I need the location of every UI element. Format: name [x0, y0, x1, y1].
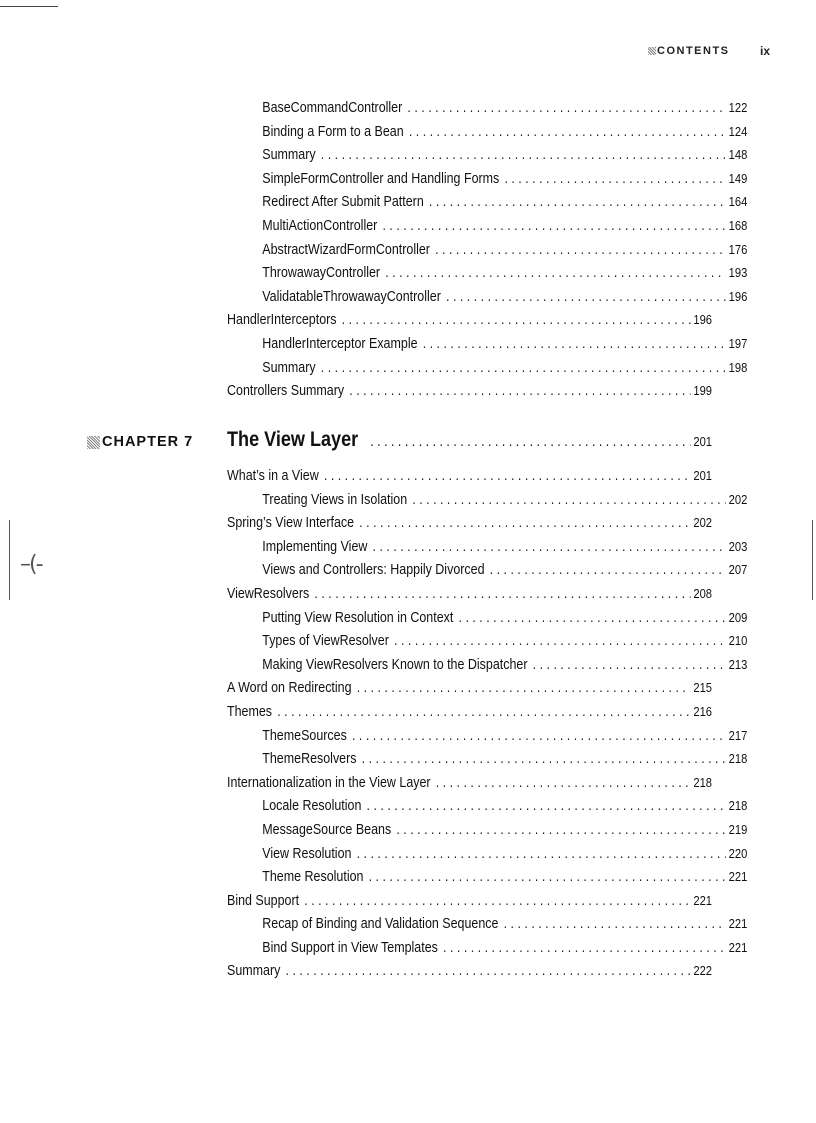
toc-entry	[227, 940, 747, 964]
running-head-text: CONTENTS	[657, 45, 730, 57]
toc-entry-title: HandlerInterceptor Example	[262, 335, 418, 352]
leader-dots	[533, 657, 726, 673]
toc-entry	[227, 171, 747, 195]
toc-entry-page: 196	[728, 288, 748, 304]
toc-entry-title: What’s in a View	[227, 468, 319, 484]
toc-entry-page: 219	[728, 821, 748, 837]
toc-entry-page: 202	[728, 491, 748, 507]
toc-entry-title: ThemeSources	[262, 727, 347, 744]
toc-entry	[227, 539, 747, 563]
toc-entry-page: 197	[728, 335, 748, 351]
toc-entry	[227, 147, 747, 171]
toc-entry-title: ValidatableThrowawayController	[262, 288, 441, 305]
leader-dots	[286, 963, 691, 979]
toc-entry-page: 202	[693, 515, 713, 531]
toc-entry-title: Internationalization in the View Layer	[227, 774, 431, 791]
toc-entry-page: 199	[693, 383, 713, 399]
leader-dots	[362, 751, 726, 767]
toc-entry-title: Bind Support in View Templates	[262, 939, 438, 956]
leader-dots	[359, 515, 691, 531]
leader-dots	[423, 336, 726, 352]
toc-entry-page: 149	[728, 170, 748, 186]
toc-section-before	[227, 100, 748, 407]
toc-entry	[227, 798, 747, 822]
leader-dots	[357, 680, 691, 696]
toc-entry-title: Treating Views in Isolation	[262, 491, 408, 508]
toc-entry	[227, 657, 747, 681]
toc-entry-title: Controllers Summary	[227, 383, 345, 400]
toc-entry-page: 221	[728, 939, 748, 955]
toc-entry-page: 221	[728, 916, 748, 932]
toc-entry-title: AbstractWizardFormController	[262, 241, 430, 258]
toc-entry	[227, 728, 747, 752]
toc-entry-title: A Word on Redirecting	[227, 680, 352, 697]
leader-dots	[314, 586, 690, 602]
toc-entry-title: Summary	[262, 147, 316, 164]
leader-dots	[504, 171, 726, 187]
leader-dots	[394, 633, 726, 649]
leader-dots	[435, 242, 726, 258]
leader-dots	[429, 194, 726, 210]
page-number: ix	[760, 44, 771, 58]
chapter-title: The View Layer	[227, 428, 359, 451]
toc-entry-page: 216	[693, 703, 713, 719]
toc-entry-title: Redirect After Submit Pattern	[262, 194, 424, 211]
running-head	[648, 45, 730, 57]
toc-entry-title: ThemeResolvers	[262, 751, 357, 768]
toc-entry-page: 196	[693, 312, 713, 328]
toc-entry	[227, 562, 747, 586]
leader-dots	[321, 360, 726, 376]
toc-entry-page: 222	[693, 963, 713, 979]
toc-entry	[227, 869, 747, 893]
toc-entry-title: ThrowawayController	[262, 265, 381, 282]
toc-entry-page: 198	[728, 359, 748, 375]
leader-dots	[504, 916, 726, 932]
leader-dots	[373, 539, 727, 555]
toc-entry	[227, 360, 747, 384]
toc-entry-page: 220	[728, 845, 748, 861]
toc-entry-page: 218	[728, 798, 748, 814]
toc-entry	[227, 124, 747, 148]
leader-dots	[407, 100, 726, 116]
toc-entry	[227, 468, 712, 492]
toc-entry	[227, 610, 747, 634]
toc-entry-title: Locale Resolution	[262, 798, 362, 815]
toc-entry	[227, 680, 712, 704]
toc-entry	[227, 586, 712, 610]
toc-entry-title: Themes	[227, 703, 273, 720]
toc-entry-page: 176	[728, 241, 748, 257]
chapter-label	[87, 434, 193, 450]
toc-entry-page: 203	[728, 538, 748, 554]
toc-entry-page: 221	[693, 892, 713, 908]
toc-entry-page: 210	[728, 633, 748, 649]
toc-entry-title: Views and Controllers: Happily Divorced	[262, 562, 485, 579]
toc-entry	[227, 963, 712, 987]
toc-entry	[227, 312, 712, 336]
toc-entry	[227, 265, 747, 289]
toc-entry	[227, 218, 747, 242]
toc-entry	[227, 289, 747, 313]
toc-entry	[227, 383, 712, 407]
toc-entry	[227, 515, 712, 539]
toc-entry-title: Bind Support	[227, 892, 300, 909]
toc-entry-title: Recap of Binding and Validation Sequence	[262, 916, 499, 933]
leader-dots	[349, 383, 691, 399]
toc-entry-page: 218	[728, 751, 748, 767]
leader-dots	[459, 610, 727, 626]
toc-entry-page: 218	[693, 774, 713, 790]
chapter-label-text: CHAPTER 7	[102, 434, 194, 450]
toc-entry-page: 122	[728, 100, 748, 115]
toc-entry	[227, 775, 712, 799]
toc-entry-title: View Resolution	[262, 845, 352, 862]
toc-entry-title: ViewResolvers	[227, 585, 310, 602]
toc-entry-page: 148	[728, 147, 748, 163]
leader-dots	[396, 822, 726, 838]
chapter-page: 201	[693, 434, 713, 449]
leader-dots	[436, 775, 691, 791]
toc-entry	[227, 194, 747, 218]
leader-dots	[321, 147, 726, 163]
toc-entry-title: MessageSource Beans	[262, 821, 392, 838]
toc-entry	[227, 100, 747, 124]
toc-entry-title: Binding a Form to a Bean	[262, 123, 404, 140]
leader-dots	[382, 218, 726, 234]
toc-entry-title: SimpleFormController and Handling Forms	[262, 170, 500, 187]
toc-entry-page: 201	[693, 468, 713, 483]
leader-dots	[443, 940, 726, 956]
toc-entry-title: Summary	[227, 963, 281, 980]
leader-dots	[304, 893, 691, 909]
registration-mark-right	[808, 520, 816, 604]
toc-entry-title: MultiActionController	[262, 217, 378, 234]
leader-dots	[412, 492, 726, 508]
toc-entry	[227, 822, 747, 846]
leader-dots	[490, 562, 726, 578]
leader-dots	[370, 434, 691, 450]
toc-entry	[227, 492, 747, 516]
toc-entry-page: 208	[693, 585, 713, 601]
toc-entry-page: 213	[728, 656, 748, 672]
toc-entry-title: Implementing View	[262, 538, 368, 555]
toc-entry	[227, 704, 712, 728]
toc-entry-title: Putting View Resolution in Context	[262, 609, 454, 626]
toc-entry-page: 124	[728, 123, 748, 139]
registration-mark-left	[0, 520, 70, 604]
toc-entry-title: Making ViewResolvers Known to the Dispatcher	[262, 656, 528, 673]
leader-dots	[324, 468, 691, 484]
toc-entry-title: Spring’s View Interface	[227, 515, 355, 532]
toc-entry-title: Theme Resolution	[262, 869, 364, 886]
chapter-heading	[87, 428, 712, 458]
leader-dots	[367, 798, 726, 814]
toc-entry	[227, 751, 747, 775]
toc-entry	[227, 633, 747, 657]
toc-entry-page: 221	[728, 869, 748, 885]
toc-entry-page: 209	[728, 609, 748, 625]
leader-dots	[409, 124, 726, 140]
toc-entry-title: Types of ViewResolver	[262, 633, 389, 650]
hatch-bullet-icon	[87, 436, 100, 449]
leader-dots	[446, 289, 726, 305]
toc-entry-title: Summary	[262, 359, 316, 376]
hatch-bullet-icon	[648, 47, 656, 55]
toc-entry-page: 215	[693, 680, 713, 696]
leader-dots	[277, 704, 691, 720]
leader-dots	[357, 846, 726, 862]
toc-entry-page: 164	[728, 194, 748, 210]
crop-mark	[0, 6, 58, 7]
toc-entry-page: 207	[728, 562, 748, 578]
toc-entry	[227, 916, 747, 940]
chapter-title-row	[227, 428, 712, 458]
toc-entry-title: BaseCommandController	[262, 100, 403, 116]
toc-entry-page: 168	[728, 217, 748, 233]
leader-dots	[385, 265, 726, 281]
toc-entry-page: 193	[728, 265, 748, 281]
registration-mark-icon: –(‐	[20, 552, 42, 577]
toc-entry	[227, 846, 747, 870]
toc-section-after	[227, 468, 748, 987]
toc-entry	[227, 336, 747, 360]
leader-dots	[369, 869, 726, 885]
leader-dots	[342, 312, 691, 328]
toc-entry	[227, 242, 747, 266]
toc-entry-title: HandlerInterceptors	[227, 312, 337, 329]
toc-entry	[227, 893, 712, 917]
toc-entry-page: 217	[728, 727, 748, 743]
leader-dots	[352, 728, 726, 744]
